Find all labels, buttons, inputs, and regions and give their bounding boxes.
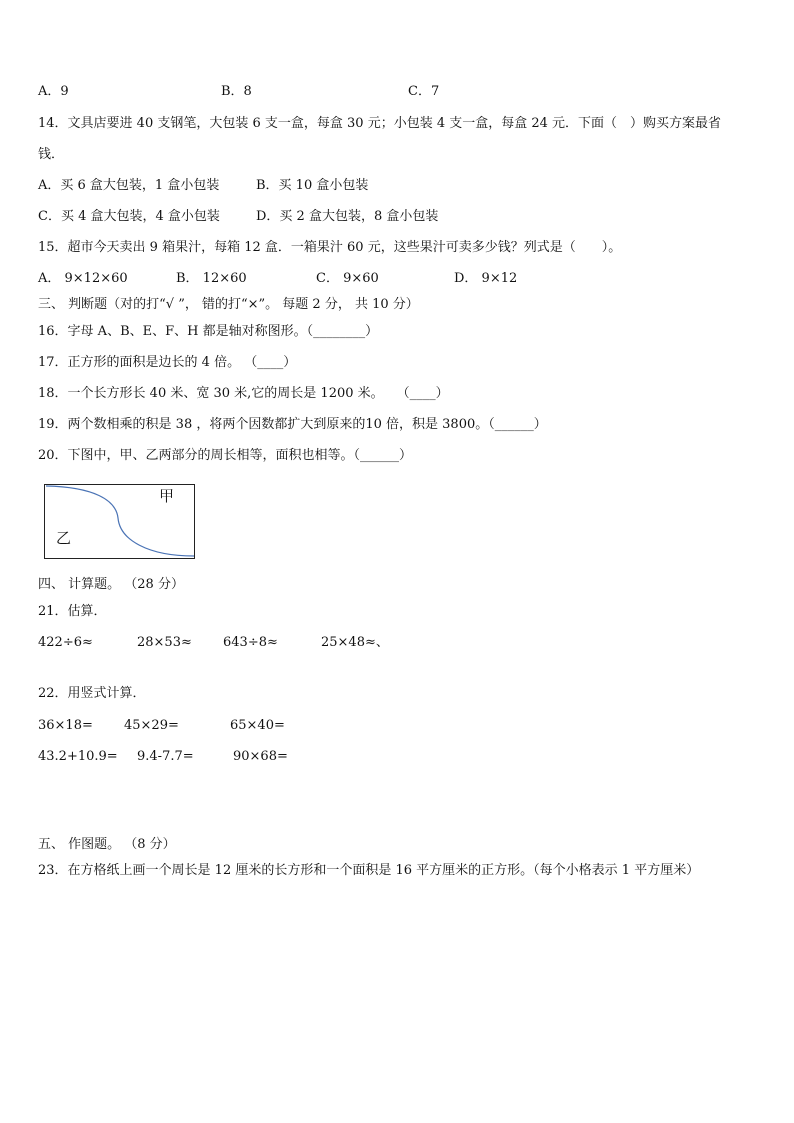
q14-option-b: B．买 10 盒小包装 <box>256 178 369 193</box>
q22-item: 90×68= <box>233 749 288 764</box>
label-jia: 甲 <box>159 487 175 505</box>
section-5-title: 五、 作图题。 （8 分） <box>38 837 176 852</box>
q21-item: 28×53≈ <box>137 635 192 650</box>
label-yi: 乙 <box>56 529 72 547</box>
q21-title: 21．估算． <box>38 604 107 619</box>
q14-option-c: C．买 4 盒大包装，4 盒小包装 <box>38 209 220 224</box>
question-18: 18．一个长方形长 40 米、宽 30 米,它的周长是 1200 米。 （____） <box>38 386 449 401</box>
q22-item: 9.4-7.7= <box>137 749 194 764</box>
q22-item: 65×40= <box>230 718 285 733</box>
q14-stem-line2: 钱． <box>38 147 65 162</box>
q15-option-d: D． 9×12 <box>454 271 518 286</box>
q21-item: 643÷8≈ <box>223 635 278 650</box>
section-3-title: 三、 判断题（对的打“√ ”， 错的打“×”。 每题 2 分， 共 10 分） <box>38 297 419 312</box>
q15-option-b: B． 12×60 <box>176 271 247 286</box>
q15-option-a: A． 9×12×60 <box>38 271 128 286</box>
q15-option-c: C． 9×60 <box>316 271 379 286</box>
question-20: 20．下图中，甲、乙两部分的周长相等，面积也相等。（______） <box>38 448 413 463</box>
q22-item: 45×29= <box>124 718 179 733</box>
section-4-title: 四、 计算题。 （28 分） <box>38 577 184 592</box>
question-23: 23．在方格纸上画一个周长是 12 厘米的长方形和一个面积是 16 平方厘米的正方形。（每个小格表示 1 平方厘米） <box>38 863 700 878</box>
q14-option-d: D．买 2 盒大包装，8 盒小包装 <box>256 209 439 224</box>
q22-item: 43.2+10.9= <box>38 749 118 764</box>
q22-item: 36×18= <box>38 718 93 733</box>
q14-stem-line1: 14．文具店要进 40 支钢笔，大包装 6 支一盒，每盒 30 元；小包装 4 支一盒，每盒 24 元．下面（ ）购买方案最省 <box>38 116 722 131</box>
q13-option-c: C．7 <box>408 84 440 99</box>
q21-item: 25×48≈、 <box>321 635 389 650</box>
question-16: 16．字母 A、B、E、F、H 都是轴对称图形。（________） <box>38 324 379 339</box>
question-17: 17．正方形的面积是边长的 4 倍。 （____） <box>38 355 297 370</box>
perimeter-area-diagram <box>44 484 195 559</box>
q21-item: 422÷6≈ <box>38 635 93 650</box>
q14-option-a: A．买 6 盒大包装，1 盒小包装 <box>38 178 220 193</box>
q13-option-b: B．8 <box>221 84 252 99</box>
q22-title: 22．用竖式计算． <box>38 686 146 701</box>
q15-stem: 15．超市今天卖出 9 箱果汁，每箱 12 盒．一箱果汁 60 元，这些果汁可卖多少钱？列式是（ ）。 <box>38 240 622 255</box>
question-19: 19．两个数相乘的积是 38 ，将两个因数都扩大到原来的10 倍，积是 3800。（______） <box>38 417 547 432</box>
q13-option-a: A．9 <box>38 84 69 99</box>
